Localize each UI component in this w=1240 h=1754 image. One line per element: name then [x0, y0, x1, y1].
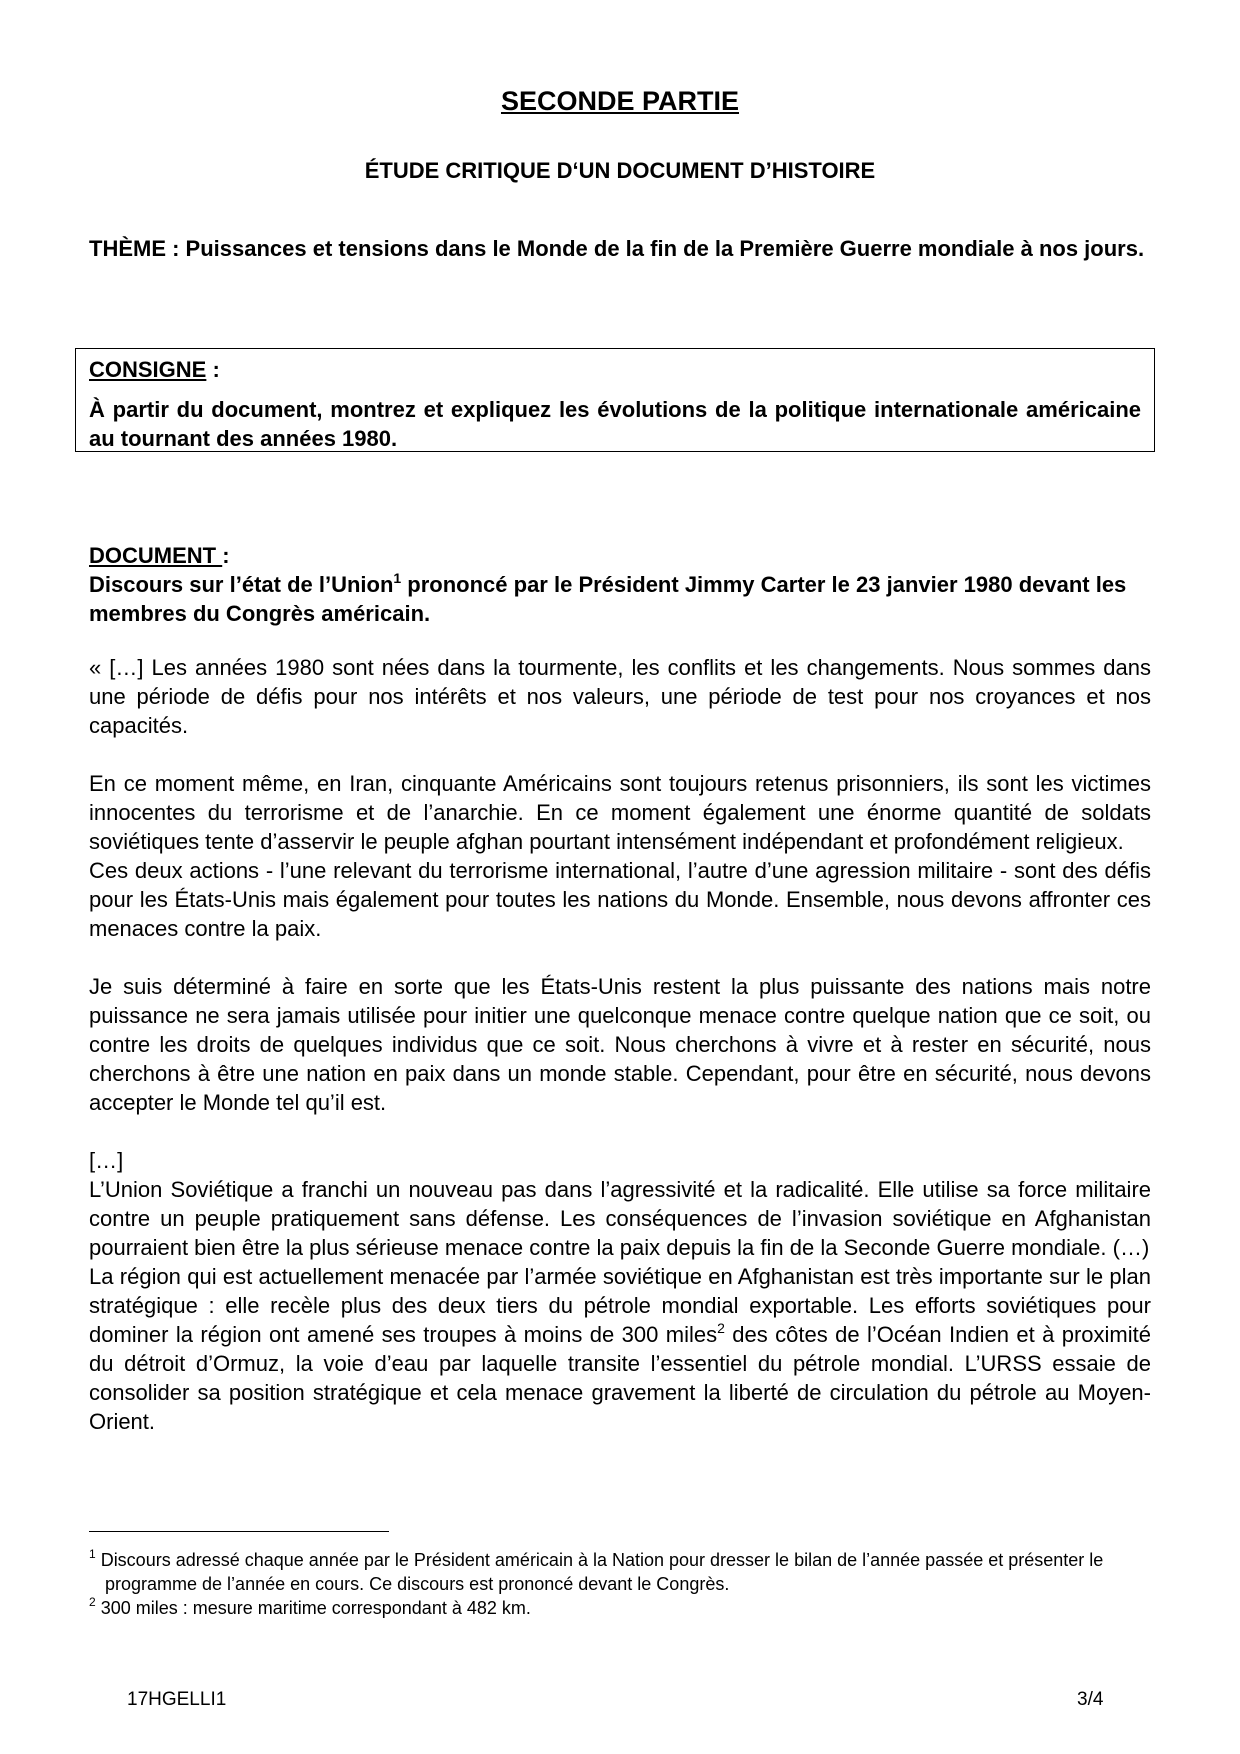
theme-statement: THÈME : Puissances et tensions dans le Monde de la fin de la Première Guerre mondiale à nos jours.: [89, 236, 1145, 261]
speech-text: [89, 653, 1151, 1436]
consigne-label: CONSIGNE: [89, 357, 207, 382]
footnotes: [89, 1548, 1151, 1620]
speech-paragraph: L’Union Soviétique a franchi un nouveau pas dans l’agressivité et la radicalité. Elle utilise sa force militaire contre un peuple pratiquement sans défense. Les conséquences de l’invasion soviétique en Afghanistan pourraient bien être la plus sérieuse menace contre la paix depuis la fin de la Seconde Guerre mondiale. (…): [89, 1177, 1151, 1260]
footnote-ref-2: 2: [717, 1319, 725, 1336]
footnote-separator: [89, 1531, 389, 1532]
exam-code: 17HGELLI1: [127, 1689, 227, 1710]
footnote-text: 300 miles : mesure maritime correspondant à 482 km.: [95, 1598, 531, 1618]
footnote-1: [89, 1548, 1151, 1596]
page-subtitle: ÉTUDE CRITIQUE D‘UN DOCUMENT D’HISTOIRE: [364, 158, 876, 183]
document-source-text: Discours sur l’état de l’Union: [89, 572, 394, 597]
footnote-2: [89, 1596, 1151, 1620]
consigne-heading: [89, 355, 1141, 384]
footnote-ref-1: 1: [393, 569, 402, 586]
document-source: [89, 570, 1151, 628]
consigne-box: [75, 348, 1155, 452]
consigne-label-suffix: :: [206, 357, 220, 382]
footnote-number: 1: [89, 1547, 96, 1561]
speech-ellipsis: […]: [89, 1148, 124, 1173]
speech-text-part: La région qui est actuellement menacée par l’armée soviétique en Afghanistan est très importante sur le plan stratégique : elle recèle plus des deux tiers du pétrole mondial exportable. Les efforts soviétiques pour dominer la région ont amené ses troupes à moins de 300 miles: [89, 1264, 1151, 1347]
page-title: SECONDE PARTIE: [500, 86, 740, 116]
footnote-number: 2: [89, 1595, 96, 1609]
speech-paragraph: « […] Les années 1980 sont nées dans la tourmente, les conflits et les changements. Nous sommes dans une période de défis pour nos intérêts et nos valeurs, une période de test pour nos croyances et nos capacités.: [89, 655, 1151, 738]
consigne-text: À partir du document, montrez et expliquez les évolutions de la politique internationale américaine au tournant des années 1980.: [89, 397, 1141, 451]
speech-paragraph: Ces deux actions - l’une relevant du terrorisme international, l’autre d’une agression militaire - sont des défis pour les États-Unis mais également pour toutes les nations du Monde. Ensemble, nous devons affronter ces menaces contre la paix.: [89, 858, 1151, 941]
document-source-text-cont: prononcé par le Président Jimmy Carter le 23 janvier 1980 devant les membres du Congrès américain.: [89, 572, 1127, 626]
speech-paragraph: [89, 1262, 1151, 1436]
document-label: DOCUMENT: [89, 543, 223, 568]
speech-paragraph: Je suis déterminé à faire en sorte que les États-Unis restent la plus puissante des nations mais notre puissance ne sera jamais utilisée pour initier une quelconque menace contre quelque nation que ce soit, ou contre les droits de quelques individus que ce soit. Nous cherchons à vivre et à rester en sécurité, nous cherchons à être une nation en paix dans un monde stable. Cependant, pour être en sécurité, nous devons accepter le Monde tel qu’il est.: [89, 974, 1151, 1115]
document-label-suffix: :: [222, 543, 230, 568]
footnote-text: Discours adressé chaque année par le Président américain à la Nation pour dresser le bilan de l’année passée et présenter le programme de l’année en cours. Ce discours est prononcé devant le Congrès.: [95, 1550, 1104, 1594]
document-header: [89, 541, 1151, 628]
document-heading: [89, 541, 1151, 570]
speech-text-part: des côtes de l’Océan Indien et à proximité du détroit d’Ormuz, la voie d’eau par laquelle transite l’essentiel du pétrole mondial. L’URSS essaie de consolider sa position stratégique et cela menace gravement la liberté de circulation du pétrole au Moyen-Orient.: [89, 1322, 1151, 1434]
speech-paragraph: En ce moment même, en Iran, cinquante Américains sont toujours retenus prisonniers, ils sont les victimes innocentes du terrorisme et de l’anarchie. En ce moment également une énorme quantité de soldats soviétiques tente d’asservir le peuple afghan pourtant intensément indépendant et profondément religieux.: [89, 771, 1151, 854]
page-number: 3/4: [1077, 1689, 1104, 1710]
